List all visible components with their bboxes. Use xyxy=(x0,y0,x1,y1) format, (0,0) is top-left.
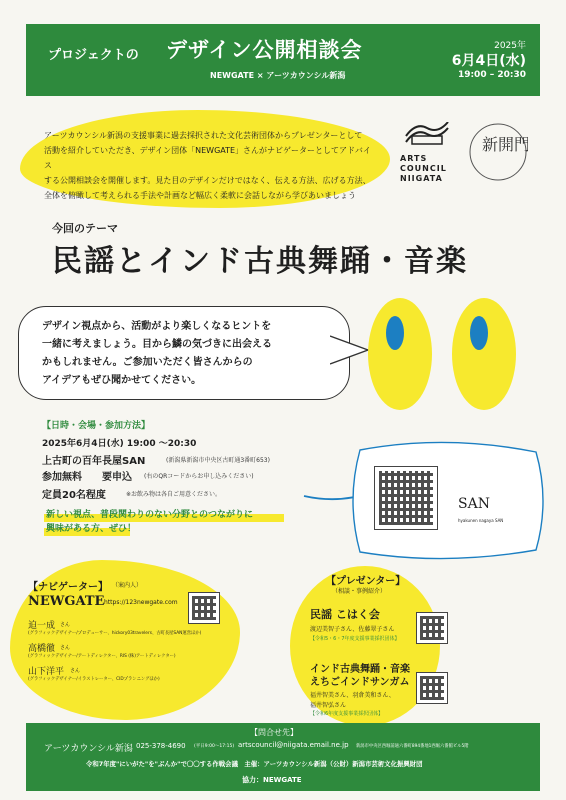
contact-tel-note: (平日9:00〜17:15) xyxy=(194,744,235,749)
signup-qr-code[interactable] xyxy=(374,466,438,530)
intro-line: する公開相談会を開催します。見た目のデザインだけではなく、伝える方法、広げる方法、 xyxy=(44,176,371,185)
theme-label: 今回のテーマ xyxy=(52,222,118,235)
contact-tel: 025-378-4690 xyxy=(136,742,186,750)
presenter-group1-people: 渡辺美智子さん、佐藤翠子さん xyxy=(310,626,395,633)
navigator-member-name: 高橋徹 xyxy=(28,644,56,654)
details-capacity: 定員20名程度 xyxy=(42,490,106,501)
navigator-heading: 【ナビゲーター】 xyxy=(28,582,108,593)
highlight-line: 新しい視点、普段関わりのない分野とのつながりに xyxy=(46,510,254,520)
details-heading: 【日時・会場・参加方法】 xyxy=(42,421,151,431)
presenter-heading: 【プレゼンター】 xyxy=(326,576,406,587)
navigator-name: NEWGATE xyxy=(28,594,105,609)
intro-text xyxy=(44,128,372,203)
presenter1-qr-code[interactable] xyxy=(416,612,448,644)
theme-title: 民謡とインド古典舞踊・音楽 xyxy=(52,244,468,279)
shinkaimon-char: 新開門 xyxy=(482,135,528,154)
san-tagline: hyakunen nagaya SAN xyxy=(458,518,504,523)
right-pupil xyxy=(470,316,488,350)
footer-organizer: 令和7年度"にいがた"を"ぶんか"で〇〇する作戦会議 主催：アーツカウンシル新潟（公財）新潟市芸術文化振興財団 xyxy=(86,760,423,768)
presenter-group2-title: インド古典舞踊・音楽 xyxy=(310,664,410,675)
contact-org: アーツカウンシル新潟 xyxy=(44,744,133,754)
event-title: デザイン公開相談会 xyxy=(166,38,363,62)
navigator-url[interactable]: https://123newgate.com xyxy=(104,599,178,606)
contact-label: 【問合せ先】 xyxy=(250,728,298,737)
event-time: 19:00 – 20:30 xyxy=(457,70,526,80)
navigator-member-suffix: さん xyxy=(70,668,81,674)
details-reserve: 要申込 xyxy=(102,472,132,483)
header-banner xyxy=(26,24,540,96)
intro-line: アーツカウンシル新潟の支援事業に過去採択された文化芸術団体からプレゼンターとして xyxy=(44,131,363,140)
speech-tail-icon xyxy=(330,330,370,370)
speech-text xyxy=(42,318,332,390)
navigator-member-role: (グラフィックデザイナー/プロデューサー、hickory03travelers、古町長屋SAN運営ほか) xyxy=(28,631,202,636)
arts-logo-line: ARTS xyxy=(400,154,428,163)
footer-cooperation: 協力：NEWGATE xyxy=(242,776,302,784)
speech-line: 一緒に考えましょう。目から鱗の気づきに出会える xyxy=(42,339,272,350)
left-eye xyxy=(368,298,432,410)
speech-line: アイデアもぜひ聞かせてください。 xyxy=(42,375,202,386)
details-highlight xyxy=(46,508,296,536)
header-subtitle: NEWGATE × アーツカウンシル新潟 xyxy=(210,71,346,80)
presenter-group1-note: 【令和5・6・7年度支援事業採択団体】 xyxy=(310,636,400,642)
details-venue: 上古町の百年長屋SAN xyxy=(42,456,146,467)
presenter-group2-people: 福井智弘さん xyxy=(310,702,347,709)
presenter2-qr-code[interactable] xyxy=(416,672,448,704)
navigator-member-suffix: さん xyxy=(60,645,71,651)
shinkaimon-mark-icon xyxy=(468,120,528,184)
navigator-member-suffix: さん xyxy=(60,622,71,628)
presenter-group2-subtitle: えちごインドサンガム xyxy=(310,677,410,688)
navigator-member-name: 迫一成 xyxy=(28,621,56,631)
presenter-group2-note: 【令和6年度支援事業採択団体】 xyxy=(310,711,384,717)
details-date: 2025年6月4日(水) 19:00 ～20:30 xyxy=(42,439,197,449)
event-date: 6月4日(水) xyxy=(451,53,526,69)
arts-council-logo xyxy=(398,116,458,196)
contact-address: 新潟市中央区西堀前通六番町894番地1西堀六番館ビル5階 xyxy=(356,744,469,749)
header-pre: プロジェクトの xyxy=(48,48,139,63)
speech-line: かもしれません。ご参加いただく皆さんからの xyxy=(42,357,253,368)
intro-line: 全体を俯瞰して考えられる手法や計画など幅広く柔軟に会話しながら学びあいましょう xyxy=(44,191,356,200)
navigator-member-role: (グラフィックデザイナー/イラストレーター、CIDプランニングほか) xyxy=(28,677,160,682)
speech-line: デザイン視点から、活動がより楽しくなるヒントを xyxy=(42,321,272,332)
presenter-group1-title: 民謡 こはく会 xyxy=(310,608,380,621)
arts-logo-line: NIIGATA xyxy=(400,174,443,183)
details-venue-address: (新潟県新潟市中央区古町通3番町653) xyxy=(166,457,270,464)
details-reserve-note: (右のQRコードからお申し込みください) xyxy=(144,473,254,480)
presenter-heading-note: （相談・事例紹介） xyxy=(332,588,387,595)
details-fee: 参加無料 xyxy=(42,472,82,483)
details-capacity-note: ※お飲み物は各自ご用意ください。 xyxy=(126,491,222,498)
left-pupil xyxy=(386,316,404,350)
navigator-heading-note: （案内人） xyxy=(112,582,143,589)
footer-banner xyxy=(26,723,540,791)
navigator-qr-code[interactable] xyxy=(188,592,220,624)
navigator-member-name: 山下洋平 xyxy=(28,667,65,677)
presenter-group2-people: 福井智美さん、羽倉美和さん、 xyxy=(310,692,395,699)
event-year: 2025年 xyxy=(494,41,526,51)
arts-logo-line: COUNCIL xyxy=(400,164,447,173)
wave-icon xyxy=(404,122,450,146)
navigator-member-role: (グラフィックデザイナー/アートディレクター、RIS (株)アートディレクター) xyxy=(28,654,176,659)
contact-email[interactable]: artscouncil@niigata.email.ne.jp xyxy=(238,741,349,749)
contact-bubble xyxy=(340,436,550,566)
san-logo: SAN xyxy=(458,496,490,512)
right-eye xyxy=(452,298,516,410)
highlight-line: 興味がある方、ぜひ！ xyxy=(46,524,137,534)
intro-line: 活動を紹介していただき、デザイン団体「NEWGATE」さんがナビゲーターとしてアドバイス xyxy=(44,146,371,170)
shinkaimon-logo xyxy=(468,120,528,184)
